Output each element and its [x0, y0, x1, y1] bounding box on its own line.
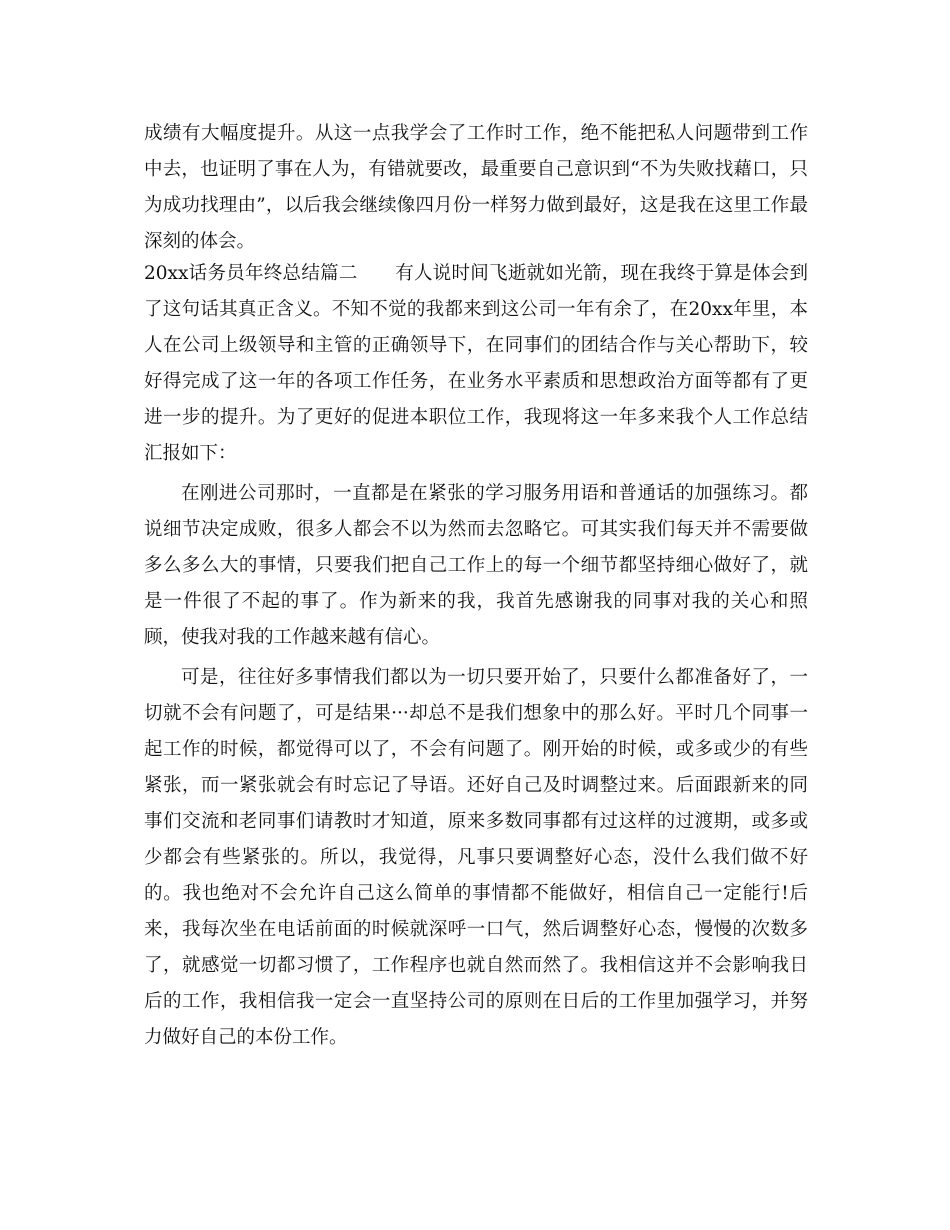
paragraph-first-days: 在刚进公司那时，一直都是在紧张的学习服务用语和普通话的加强练习。都说细节决定成败，很多人都会不以为然而去忽略它。可其实我们每天并不需要做多么多么大的事情，只要我们把自己工作上的每一个细节都坚持细心做好了，就是一件很了不起的事了。作为新来的我，我首先感谢我的同事对我的关心和照顾，使我对我的工作越来越有信心。 [144, 483, 808, 648]
paragraph-adjustment: 可是，往往好多事情我们都以为一切只要开始了，只要什么都准备好了，一切就不会有问题了，可是结果···却总不是我们想象中的那么好。平时几个同事一起工作的时候，都觉得可以了，不会有问题了。刚开始的时候，或多或少的有些紧张，而一紧张就会有时忘记了导语。还好自己及时调整过来。后面跟新来的同事们交流和老同事们请教时才知道，原来多数同事都有过这样的过渡期，或多或少都会有些紧张的。所以，我觉得，凡事只要调整好心态，没什么我们做不好的。我也绝对不会允许自己这么简单的事情都不能做好，相信自己一定能行!后来，我每次坐在电话前面的时候就深呼一口气，然后调整好心态，慢慢的次数多了，就感觉一切都习惯了，工作程序也就自然而然了。我相信这并不会影响我日后的工作，我相信我一定会一直坚持公司的原则在日后的工作里加强学习，并努力做好自己的本份工作。 [144, 667, 808, 1048]
document-body [144, 116, 808, 1056]
paragraph-continuation: 成绩有大幅度提升。从这一点我学会了工作时工作，绝不能把私人问题带到工作中去，也证明了事在人为，有错就要改，最重要自己意识到“不为失败找藉口，只为成功找理由”，以后我会继续像四月份一样努力做到最好，这是我在这里工作最深刻的体会。 [144, 123, 808, 252]
paragraph-section-two: 20xx话务员年终总结篇二 有人说时间飞逝就如光箭，现在我终于算是体会到了这句话其真正含义。不知不觉的我都来到这公司一年有余了，在20xx年里，本人在公司上级领导和主管的正确领导下，在同事们的团结合作与关心帮助下，较好得完成了这一年的各项工作任务，在业务水平素质和思想政治方面等都有了更进一步的提升。为了更好的促进本职位工作，我现将这一年多来我个人工作总结汇报如下： [144, 263, 808, 464]
